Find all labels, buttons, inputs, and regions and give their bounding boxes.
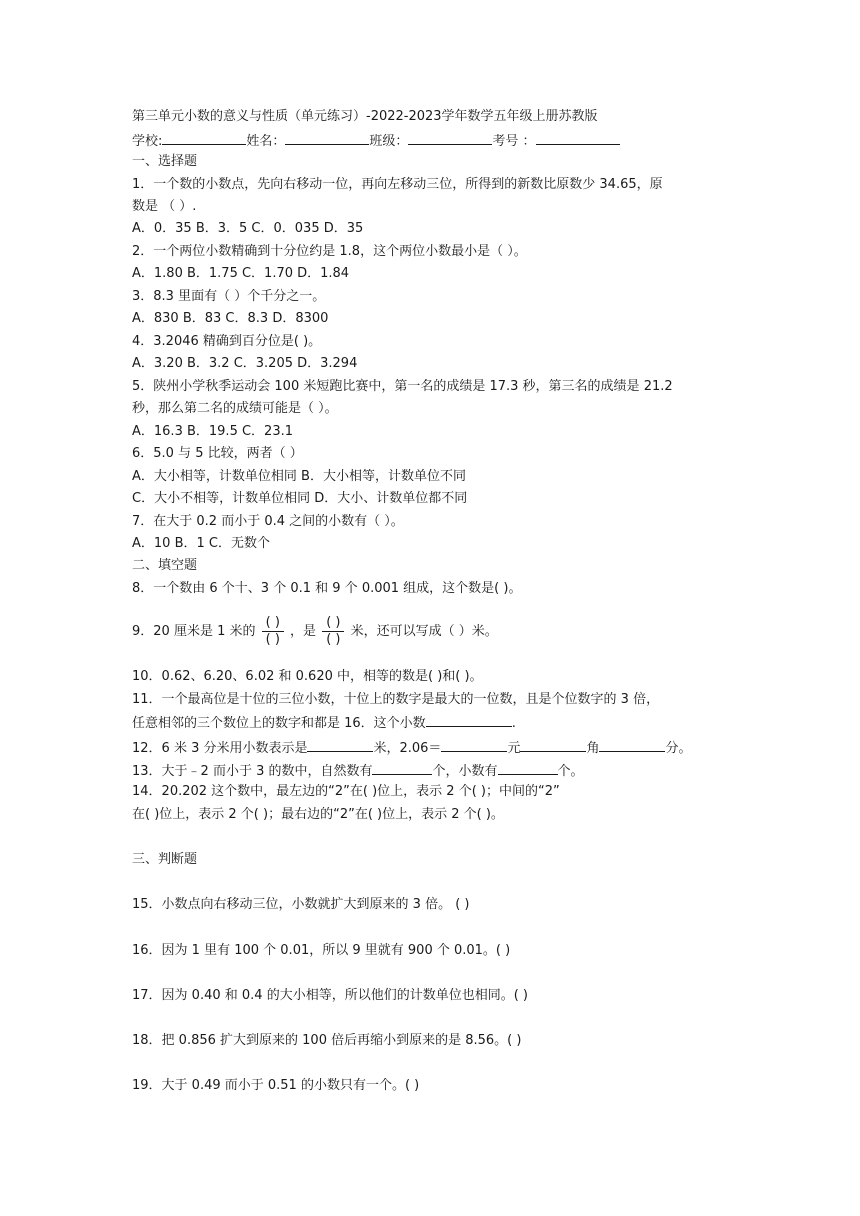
fraction-blank-1[interactable]	[262, 615, 284, 648]
question-6-options-c-d: C．大小不相等，计数单位相同 D．大小、计数单位都不同	[132, 491, 468, 506]
question-12	[132, 737, 691, 759]
section-heading-judge: 三、判断题	[132, 852, 198, 867]
question-11-line-1: 11．一个最高位是十位的三位小数，十位上的数字是最大的一位数，且是个位数字的 3 倍，	[132, 692, 660, 707]
answer-blank[interactable]	[426, 712, 512, 727]
name-blank[interactable]	[285, 130, 369, 145]
question-5-line-1: 5．陕州小学秋季运动会 100 米短跑比赛中，第一名的成绩是 17.3 秒，第三名的成绩是 21.2	[132, 379, 673, 394]
question-6: 6．5.0 与 5 比较，两者（ ）	[132, 446, 303, 461]
question-14-line-1: 14．20.202 这个数中，最左边的“2”在( )位上，表示 2 个( )；中间的“2”	[132, 784, 560, 799]
school-blank[interactable]	[162, 130, 246, 145]
question-1-line-1: 1．一个数的小数点，先向右移动一位，再向左移动三位，所得到的新数比原数少 34.65，原	[132, 177, 663, 192]
question-12-text-e: 分。	[665, 741, 692, 756]
question-5-line-2: 秒，那么第二名的成绩可能是（ ）。	[132, 401, 338, 416]
question-3-options: A．830 B．83 C．8.3 D．8300	[132, 311, 329, 326]
fraction-denominator: ( )	[326, 632, 341, 647]
question-19: 19．大于 0.49 而小于 0.51 的小数只有一个。( )	[132, 1078, 420, 1093]
student-info-line	[132, 130, 620, 152]
question-3: 3．8.3 里面有（ ）个千分之一。	[132, 289, 326, 304]
question-13-text-c: 个。	[557, 764, 584, 779]
question-9-text-c: 米，还可以写成（ ）米。	[350, 624, 498, 639]
question-17: 17．因为 0.40 和 0.4 的大小相等，所以他们的计数单位也相同。( )	[132, 988, 528, 1003]
question-4: 4．3.2046 精确到百分位是( )。	[132, 334, 322, 349]
question-13-text-a: 13．大于﹣2 而小于 3 的数中，自然数有	[132, 764, 373, 779]
exam-no-blank[interactable]	[536, 130, 620, 145]
question-11-line-2	[132, 712, 516, 734]
question-2: 2．一个两位小数精确到十分位约是 1.8，这个两位小数最小是（ ）。	[132, 244, 527, 259]
question-6-options-a-b: A．大小相等，计数单位相同 B．大小相等，计数单位不同	[132, 469, 466, 484]
section-heading-fill: 二、填空题	[132, 558, 198, 573]
question-12-text-b: 米，2.06＝	[373, 741, 442, 756]
question-11-text-a: 任意相邻的三个数位上的数字和都是 16．这个小数	[132, 716, 426, 731]
question-9-text-a: 9．20 厘米是 1 米的	[132, 624, 256, 639]
answer-blank[interactable]	[307, 737, 373, 752]
question-9	[132, 612, 498, 652]
exam-no-label: 考号 ：	[492, 134, 536, 149]
class-blank[interactable]	[408, 130, 492, 145]
question-10: 10．0.62、6.20、6.02 和 0.620 中，相等的数是( )和( )。	[132, 669, 483, 684]
answer-blank[interactable]	[441, 737, 507, 752]
fraction-numerator: ( )	[262, 615, 284, 632]
name-label: 姓名：	[246, 134, 286, 149]
question-7-options: A．10 B．1 C．无数个	[132, 536, 270, 551]
section-heading-choice: 一、选择题	[132, 154, 198, 169]
question-8: 8．一个数由 6 个十、3 个 0.1 和 9 个 0.001 组成，这个数是( )。	[132, 581, 522, 596]
answer-blank[interactable]	[520, 737, 586, 752]
question-12-text-d: 角	[586, 741, 600, 756]
question-7: 7．在大于 0.2 而小于 0.4 之间的小数有（ ）。	[132, 514, 404, 529]
class-label: 班级：	[369, 134, 409, 149]
question-13	[132, 760, 584, 782]
question-5-options: A．16.3 B．19.5 C．23.1	[132, 424, 293, 439]
question-2-options: A．1.80 B．1.75 C．1.70 D．1.84	[132, 266, 350, 281]
fraction-denominator: ( )	[265, 632, 280, 647]
fraction-blank-2[interactable]	[322, 615, 344, 648]
question-12-text-c: 元	[507, 741, 521, 756]
question-13-text-b: 个，小数有	[432, 764, 498, 779]
answer-blank[interactable]	[372, 760, 432, 775]
question-12-text-a: 12．6 米 3 分米用小数表示是	[132, 741, 308, 756]
question-14-line-2: 在( )位上，表示 2 个( )；最右边的“2”在( )位上，表示 2 个( )。	[132, 807, 504, 822]
question-18: 18．把 0.856 扩大到原来的 100 倍后再缩小到原来的是 8.56。( )	[132, 1033, 522, 1048]
question-1-options: A．0．35 B．3．5 C．0．035 D．35	[132, 221, 364, 236]
question-16: 16．因为 1 里有 100 个 0.01，所以 9 里就有 900 个 0.01。( )	[132, 943, 511, 958]
document-title: 第三单元小数的意义与性质（单元练习）-2022-2023学年数学五年级上册苏教版	[132, 109, 598, 124]
question-15: 15．小数点向右移动三位，小数就扩大到原来的 3 倍。 ( )	[132, 897, 470, 912]
answer-blank[interactable]	[599, 737, 665, 752]
question-9-text-b: ，是	[290, 624, 317, 639]
question-4-options: A．3.20 B．3.2 C．3.205 D．3.294	[132, 356, 358, 371]
fraction-numerator: ( )	[322, 615, 344, 632]
answer-blank[interactable]	[498, 760, 558, 775]
question-11-text-b: .	[511, 716, 516, 731]
question-1-line-2: 数是 （ ）.	[132, 199, 197, 214]
school-label: 学校:	[132, 134, 163, 149]
